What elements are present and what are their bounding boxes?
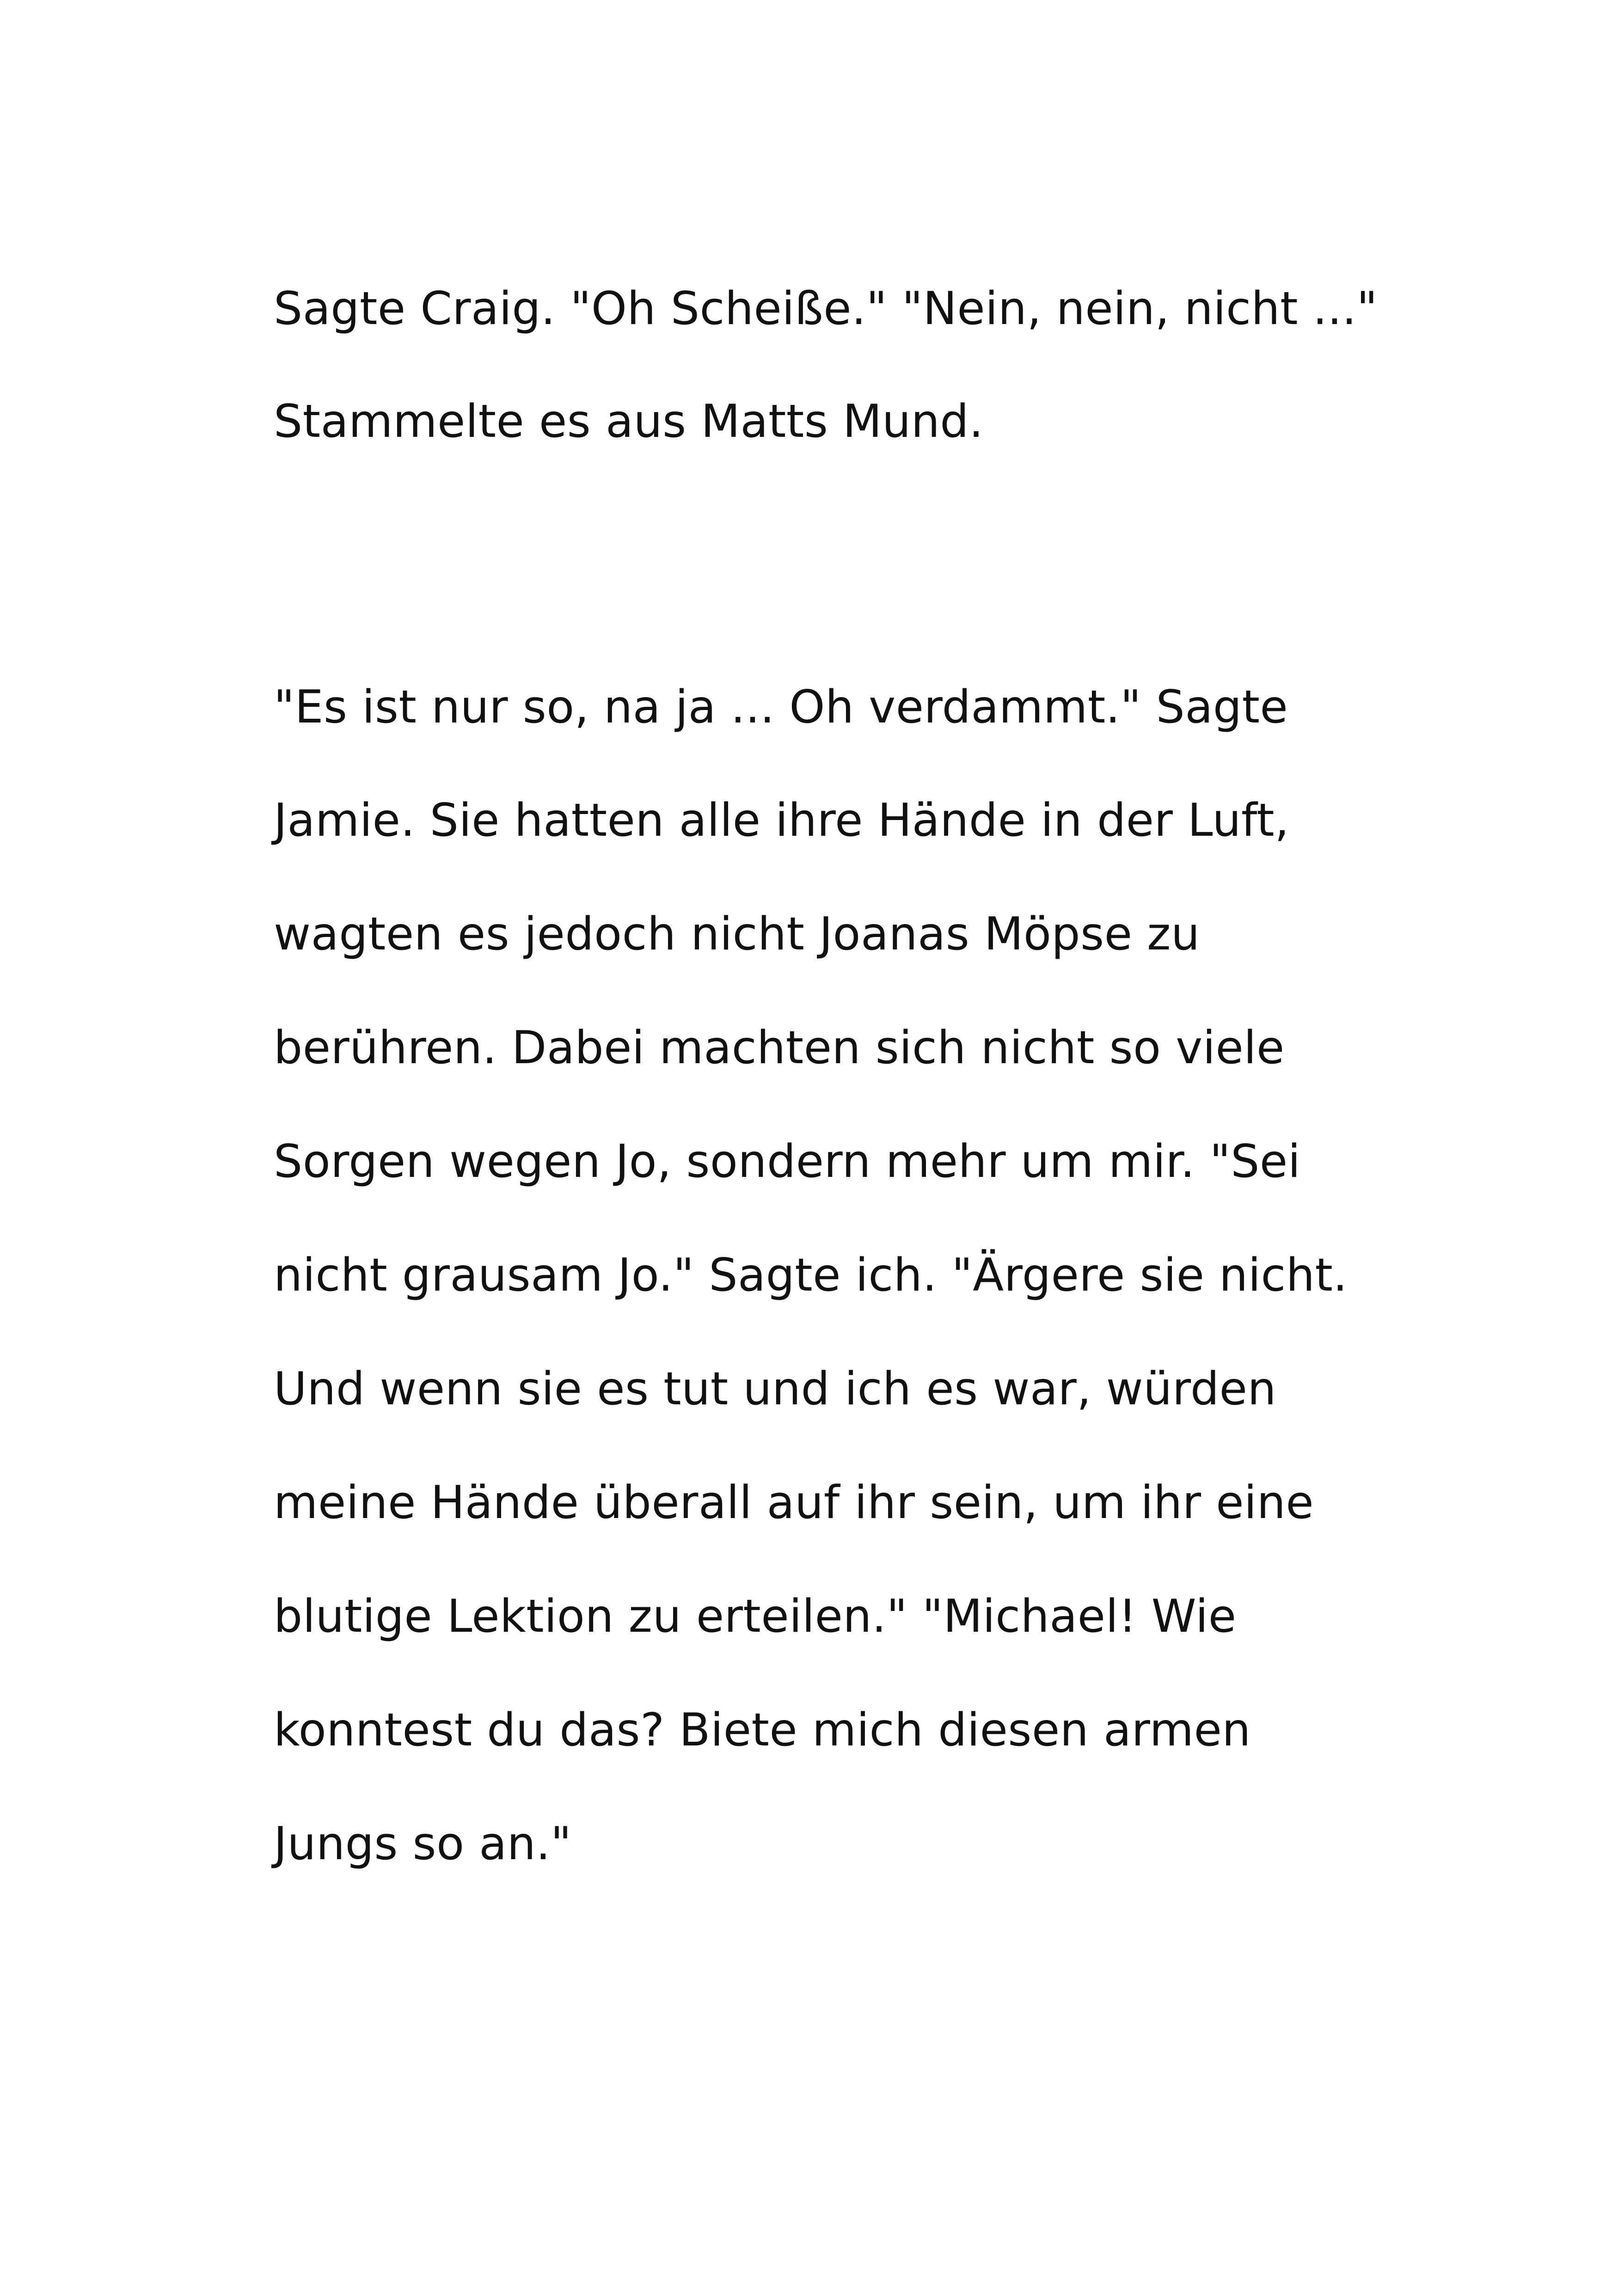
- text-line: Und wenn sie es tut und ich es war, würden: [274, 1363, 1277, 1415]
- text-line: Stammelte es aus Matts Mund.: [274, 395, 984, 448]
- text-line: nicht grausam Jo." Sagte ich. "Ärgere sie nicht.: [274, 1249, 1348, 1302]
- text-line: blutige Lektion zu erteilen." "Michael! Wie: [274, 1590, 1237, 1643]
- text-line: Jamie. Sie hatten alle ihre Hände in der Luft,: [274, 794, 1289, 847]
- text-line: wagten es jedoch nicht Joanas Möpse zu: [274, 908, 1200, 961]
- text-line: konntest du das? Biete mich diesen armen: [274, 1704, 1251, 1757]
- text-line: Sagte Craig. "Oh Scheiße." "Nein, nein, nicht ...": [274, 282, 1378, 335]
- text-line: meine Hände überall auf ihr sein, um ihr eine: [274, 1476, 1314, 1529]
- text-line: berühren. Dabei machten sich nicht so viele: [274, 1022, 1285, 1074]
- text-line: Sorgen wegen Jo, sondern mehr um mir. "Sei: [274, 1135, 1301, 1188]
- text-line: "Es ist nur so, na ja ... Oh verdammt." Sagte: [274, 681, 1288, 734]
- text-line: Jungs so an.": [274, 1818, 572, 1870]
